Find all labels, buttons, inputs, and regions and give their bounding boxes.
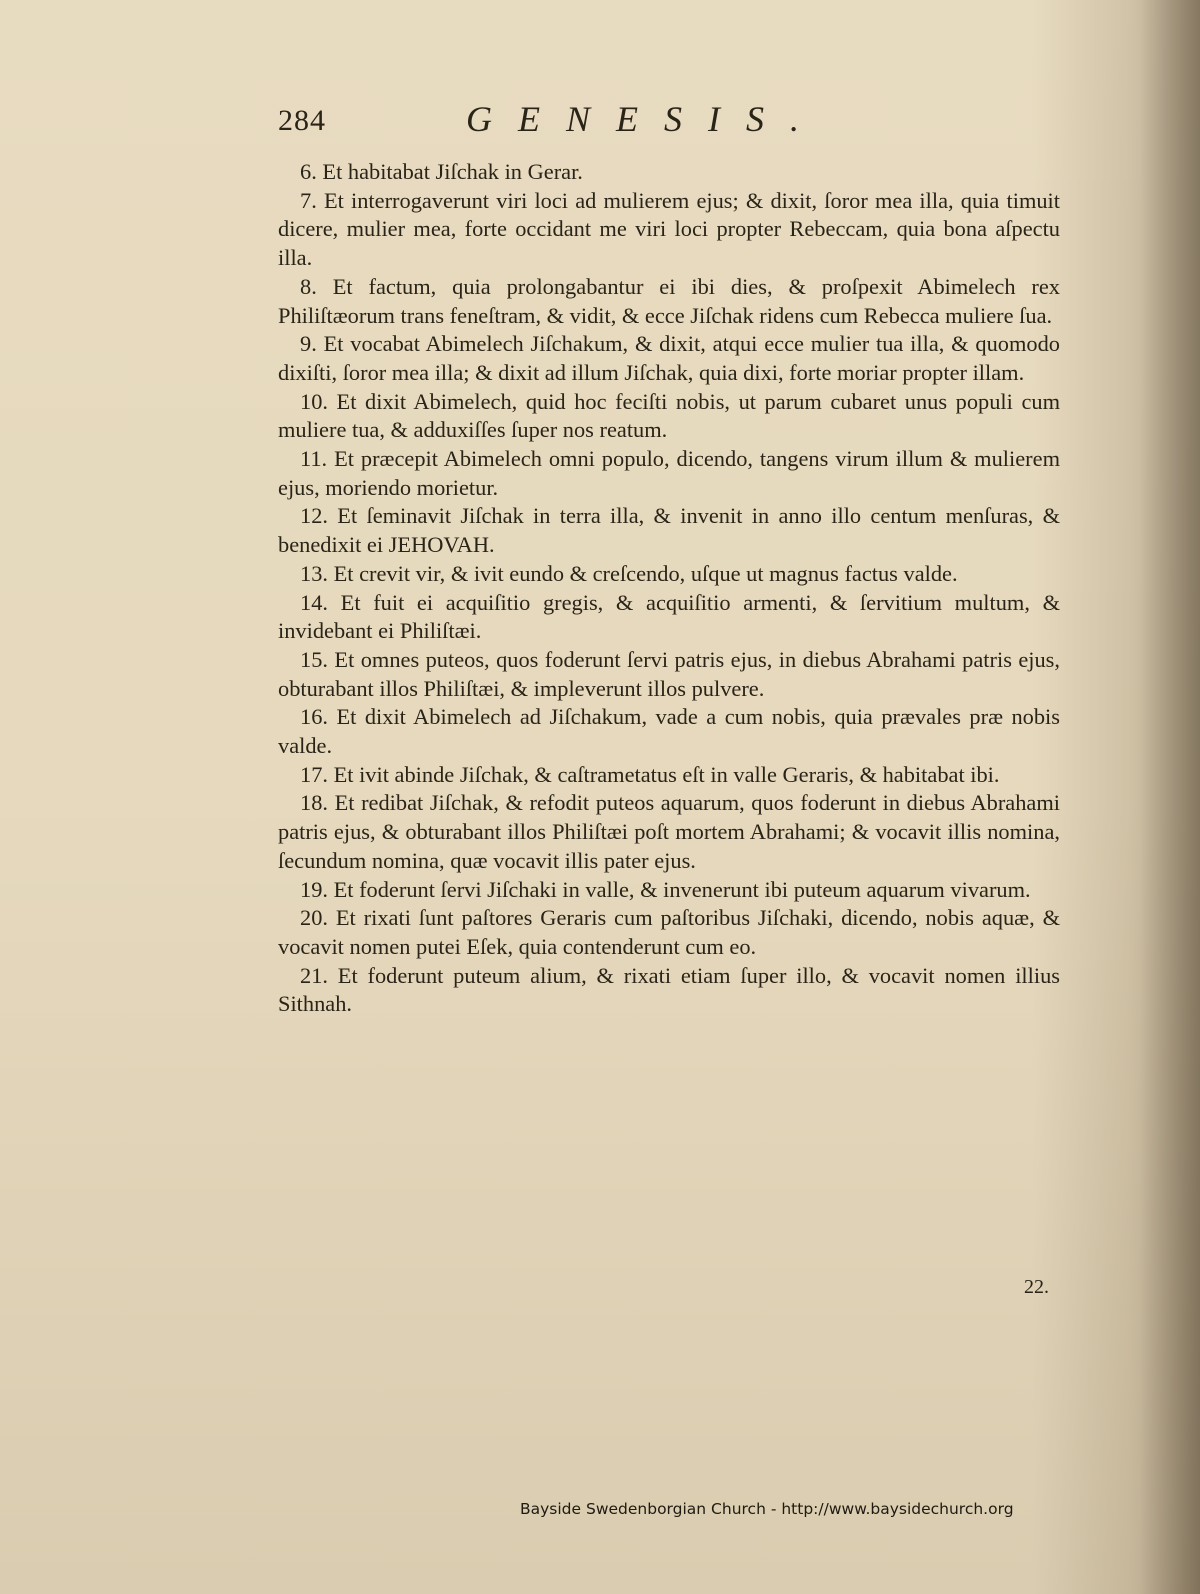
verse-16: 16. Et dixit Abimelech ad Jiſchakum, vade a cum nobis, quia prævales præ nobis valde. [278,704,1060,759]
running-title: GENESIS. [466,99,825,139]
verse-19: 19. Et foderunt ſervi Jiſchaki in valle, & invenerunt ibi puteum aquarum vivarum. [300,876,1031,902]
verse-9: 9. Et vocabat Abimelech Jiſchakum, & dixit, atqui ecce mulier tua illa, & quomodo dixiſti, ſoror mea illa; & dixit ad illum Jiſchak, quia dixi, forte moriar propter illam. [278,331,1060,385]
verse-11: 11. Et præcepit Abimelech omni populo, dicendo, tangens virum illum & mulierem ejus, moriendo morietur. [278,446,1060,500]
verse-20: 20. Et rixati ſunt paſtores Geraris cum paſtoribus Jiſchaki, dicendo, nobis aquæ, & vocavit nomen putei Eſek, quia contenderunt cum eo. [278,905,1060,959]
page-header [278,98,878,148]
verse-8: 8. Et factum, quia prolongabantur ei ibi dies, & proſpexit Abimelech rex Philiſtæorum trans feneſtram, & vidit, & ecce Jiſchak ridens cum Rebecca muliere ſua. [278,273,1060,328]
verse-12: 12. Et ſeminavit Jiſchak in terra illa, & invenit in anno illo centum menſuras, & benedixit ei JEHOVAH. [278,503,1060,558]
verse-18: 18. Et redibat Jiſchak, & refodit puteos aquarum, quos foderunt in diebus Abrahami patris ejus, & obturabant illos Philiſtæi poſt mortem Abrahami; & vocavit illis nomina, ſecundum nomina, quæ vocavit illis pater ejus. [278,790,1060,873]
verse-10: 10. Et dixit Abimelech, quid hoc feciſti nobis, ut parum cubaret unus populi cum muliere tua, & adduxiſſes ſuper nos reatum. [278,388,1060,443]
page-number: 284 [278,104,326,137]
verse-7: 7. Et interrogaverunt viri loci ad mulierem ejus; & dixit, ſoror mea illa, quia timuit dicere, mulier mea, forte occidant me viri loci propter Rebeccam, quia bona aſpectu illa. [278,187,1060,271]
verse-13: 13. Et crevit vir, & ivit eundo & creſcendo, uſque ut magnus factus valde. [300,560,958,586]
verse-15: 15. Et omnes puteos, quos foderunt ſervi patris ejus, in diebus Abrahami patris ejus, obturabant illos Philiſtæi, & impleverunt illos pulvere. [278,646,1060,701]
verse-text [278,158,1060,1019]
verse-6: 6. Et habitabat Jiſchak in Gerar. [300,159,583,184]
page-edge-shadow [1140,0,1200,1594]
footer-credit: Bayside Swedenborgian Church - http://www.baysidechurch.org [520,1500,1014,1518]
verse-17: 17. Et ivit abinde Jiſchak, & caſtrametatus eſt in valle Geraris, & habitabat ibi. [300,761,1000,787]
catchword: 22. [1024,1276,1049,1298]
verse-14: 14. Et fuit ei acquiſitio gregis, & acquiſitio armenti, & ſervitium multum, & invidebant ei Philiſtæi. [278,589,1060,644]
verse-21: 21. Et foderunt puteum alium, & rixati etiam ſuper illo, & vocavit nomen illius Sithnah. [278,962,1060,1017]
